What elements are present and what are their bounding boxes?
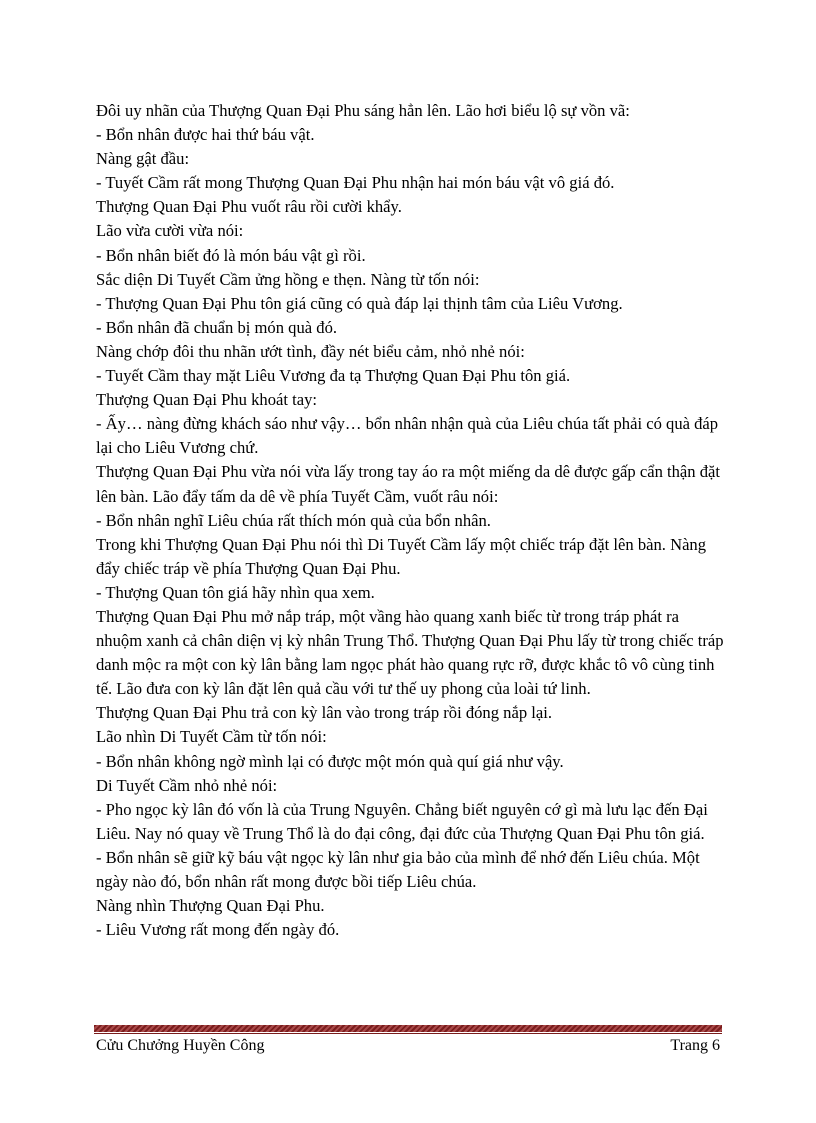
footer-divider (94, 1025, 722, 1032)
paragraph: Thượng Quan Đại Phu khoát tay: (96, 390, 318, 410)
paragraph: Di Tuyết Cầm nhỏ nhẻ nói: (96, 775, 278, 795)
paragraph: Nàng chớp đôi thu nhãn ướt tình, đầy nét biểu cảm, nhỏ nhẻ nói: (96, 341, 525, 361)
paragraph: - Bổn nhân sẽ giữ kỹ báu vật ngọc kỳ lân như gia bảo của mình để nhớ đến Liêu chúa. Một ngày nào đó, bổn nhân rất mong được bồi tiếp Liêu chúa. (96, 847, 700, 891)
paragraph: - Thượng Quan Đại Phu tôn giá cũng có quà đáp lại thịnh tâm của Liêu Vương. (96, 293, 623, 313)
paragraph: - Bổn nhân không ngờ mình lại có được một món quà quí giá như vậy. (96, 751, 564, 771)
paragraph: Thượng Quan Đại Phu trả con kỳ lân vào trong tráp rồi đóng nắp lại. (96, 703, 553, 723)
paragraph: Nàng gật đầu: (96, 149, 190, 169)
page-body (96, 99, 726, 942)
footer-book-title: Cửu Chưởng Huyền Công (96, 1037, 265, 1054)
paragraph: Thượng Quan Đại Phu vừa nói vừa lấy trong tay áo ra một miếng da dê được gấp cẩn thận đặt lên bàn. Lão đẩy tấm da dê về phía Tuyết Cầm, vuốt râu nói: (96, 462, 720, 506)
paragraph: - Bổn nhân nghĩ Liêu chúa rất thích món quà của bổn nhân. (96, 510, 491, 530)
paragraph: - Tuyết Cầm thay mặt Liêu Vương đa tạ Thượng Quan Đại Phu tôn giá. (96, 366, 571, 386)
paragraph: Thượng Quan Đại Phu vuốt râu rồi cười khẩy. (96, 197, 402, 217)
paragraph: - Thượng Quan tôn giá hãy nhìn qua xem. (96, 582, 375, 602)
paragraph: - Pho ngọc kỳ lân đó vốn là của Trung Nguyên. Chẳng biết nguyên cớ gì mà lưu lạc đến Đại Liêu. Nay nó quay về Trung Thổ là do đại công, đại đức của Thượng Quan Đại Phu tôn giá. (96, 799, 708, 843)
paragraph: Trong khi Thượng Quan Đại Phu nói thì Di Tuyết Cầm lấy một chiếc tráp đặt lên bàn. Nàng đẩy chiếc tráp về phía Thượng Quan Đại Phu. (96, 534, 707, 578)
paragraph: Lão nhìn Di Tuyết Cầm từ tốn nói: (96, 727, 327, 747)
paragraph: Nàng nhìn Thượng Quan Đại Phu. (96, 896, 325, 916)
paragraph: - Tuyết Cầm rất mong Thượng Quan Đại Phu nhận hai món báu vật vô giá đó. (96, 173, 615, 193)
footer-page-number: Trang 6 (670, 1037, 720, 1054)
paragraph: - Bổn nhân đã chuẩn bị món quà đó. (96, 317, 338, 337)
paragraph: Lão vừa cười vừa nói: (96, 221, 244, 241)
paragraph: - Ấy… nàng đừng khách sáo như vậy… bổn nhân nhận quà của Liêu chúa tất phải có quà đáp lại cho Liêu Vương chứ. (96, 414, 719, 458)
paragraph: Sắc diện Di Tuyết Cầm ửng hồng e thẹn. Nàng từ tốn nói: (96, 269, 480, 289)
paragraph: - Bổn nhân được hai thứ báu vật. (96, 125, 315, 145)
paragraph: - Bổn nhân biết đó là món báu vật gì rồi. (96, 245, 366, 265)
paragraph: Đôi uy nhãn của Thượng Quan Đại Phu sáng hẳn lên. Lão hơi biểu lộ sự vồn vã: (96, 101, 630, 120)
paragraph: Thượng Quan Đại Phu mở nắp tráp, một vầng hào quang xanh biếc từ trong tráp phát ra nhuộm xanh cả chân diện vị kỳ nhân Trung Thổ. Thượng Quan Đại Phu lấy từ trong chiếc tráp danh mộc ra một con kỳ lân bằng lam ngọc phát hào quang rực rỡ, được khắc tô vô cùng tinh tế. Lão đưa con kỳ lân đặt lên quả cầu với tư thế uy phong của loài tứ linh. (96, 606, 724, 699)
paragraph: - Liêu Vương rất mong đến ngày đó. (96, 920, 340, 940)
footer-divider-thin (94, 1033, 722, 1034)
